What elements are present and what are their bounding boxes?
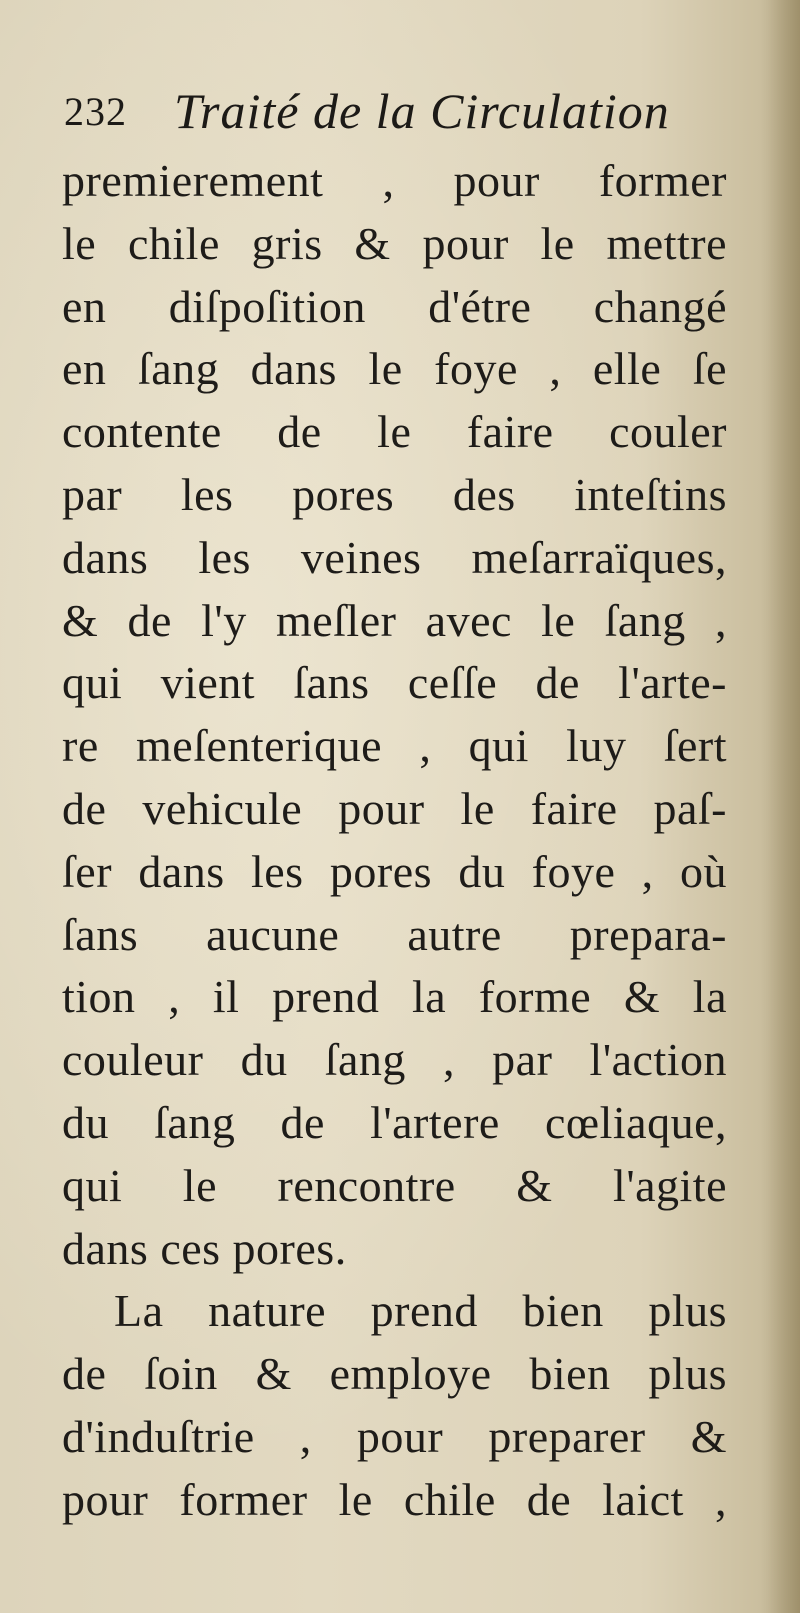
text-line: dans les veines meſarraïques, — [62, 531, 727, 583]
text-line: ſer dans les pores du foye , où — [62, 845, 727, 897]
text-line: en diſpoſition d'étre changé — [62, 280, 727, 332]
text-line: ſans aucune autre prepara- — [62, 908, 727, 960]
text-line: premierement , pour former — [62, 155, 727, 206]
text-line: contente de le faire couler — [62, 406, 727, 458]
text-line: du ſang de l'artere cœliaque, — [62, 1096, 727, 1148]
text-line: le chile gris & pour le mettre — [62, 217, 727, 269]
text-line: par les pores des inteſtins — [62, 468, 727, 520]
spine-shadow — [760, 0, 800, 1613]
text-line: re meſenterique , qui luy ſert — [62, 720, 727, 772]
text-line: d'induſtrie , pour preparer & — [62, 1410, 727, 1462]
text-line: tion , il prend la forme & la — [62, 971, 727, 1023]
text-line: en ſang dans le foye , elle ſe — [62, 343, 727, 395]
text-line: & de l'y meſler avec le ſang , — [62, 594, 727, 646]
page-header — [64, 78, 744, 138]
body-text — [62, 150, 727, 1532]
text-line: qui le rencontre & l'agite — [62, 1159, 727, 1211]
text-line: de ſoin & employe bien plus — [62, 1348, 727, 1400]
paragraph-start-line: La nature prend bien plus — [114, 1285, 727, 1337]
text-line: qui vient ſans ceſſe de l'arte- — [62, 657, 727, 709]
running-title: Traité de la Circulation — [174, 83, 670, 139]
text-line: de vehicule pour le faire paſ- — [62, 782, 727, 834]
text-line: couleur du ſang , par l'action — [62, 1034, 727, 1086]
page-number: 232 — [64, 89, 127, 134]
paragraph-end-line: dans ces pores. — [62, 1222, 347, 1274]
text-line: pour former le chile de laict , — [62, 1473, 727, 1525]
